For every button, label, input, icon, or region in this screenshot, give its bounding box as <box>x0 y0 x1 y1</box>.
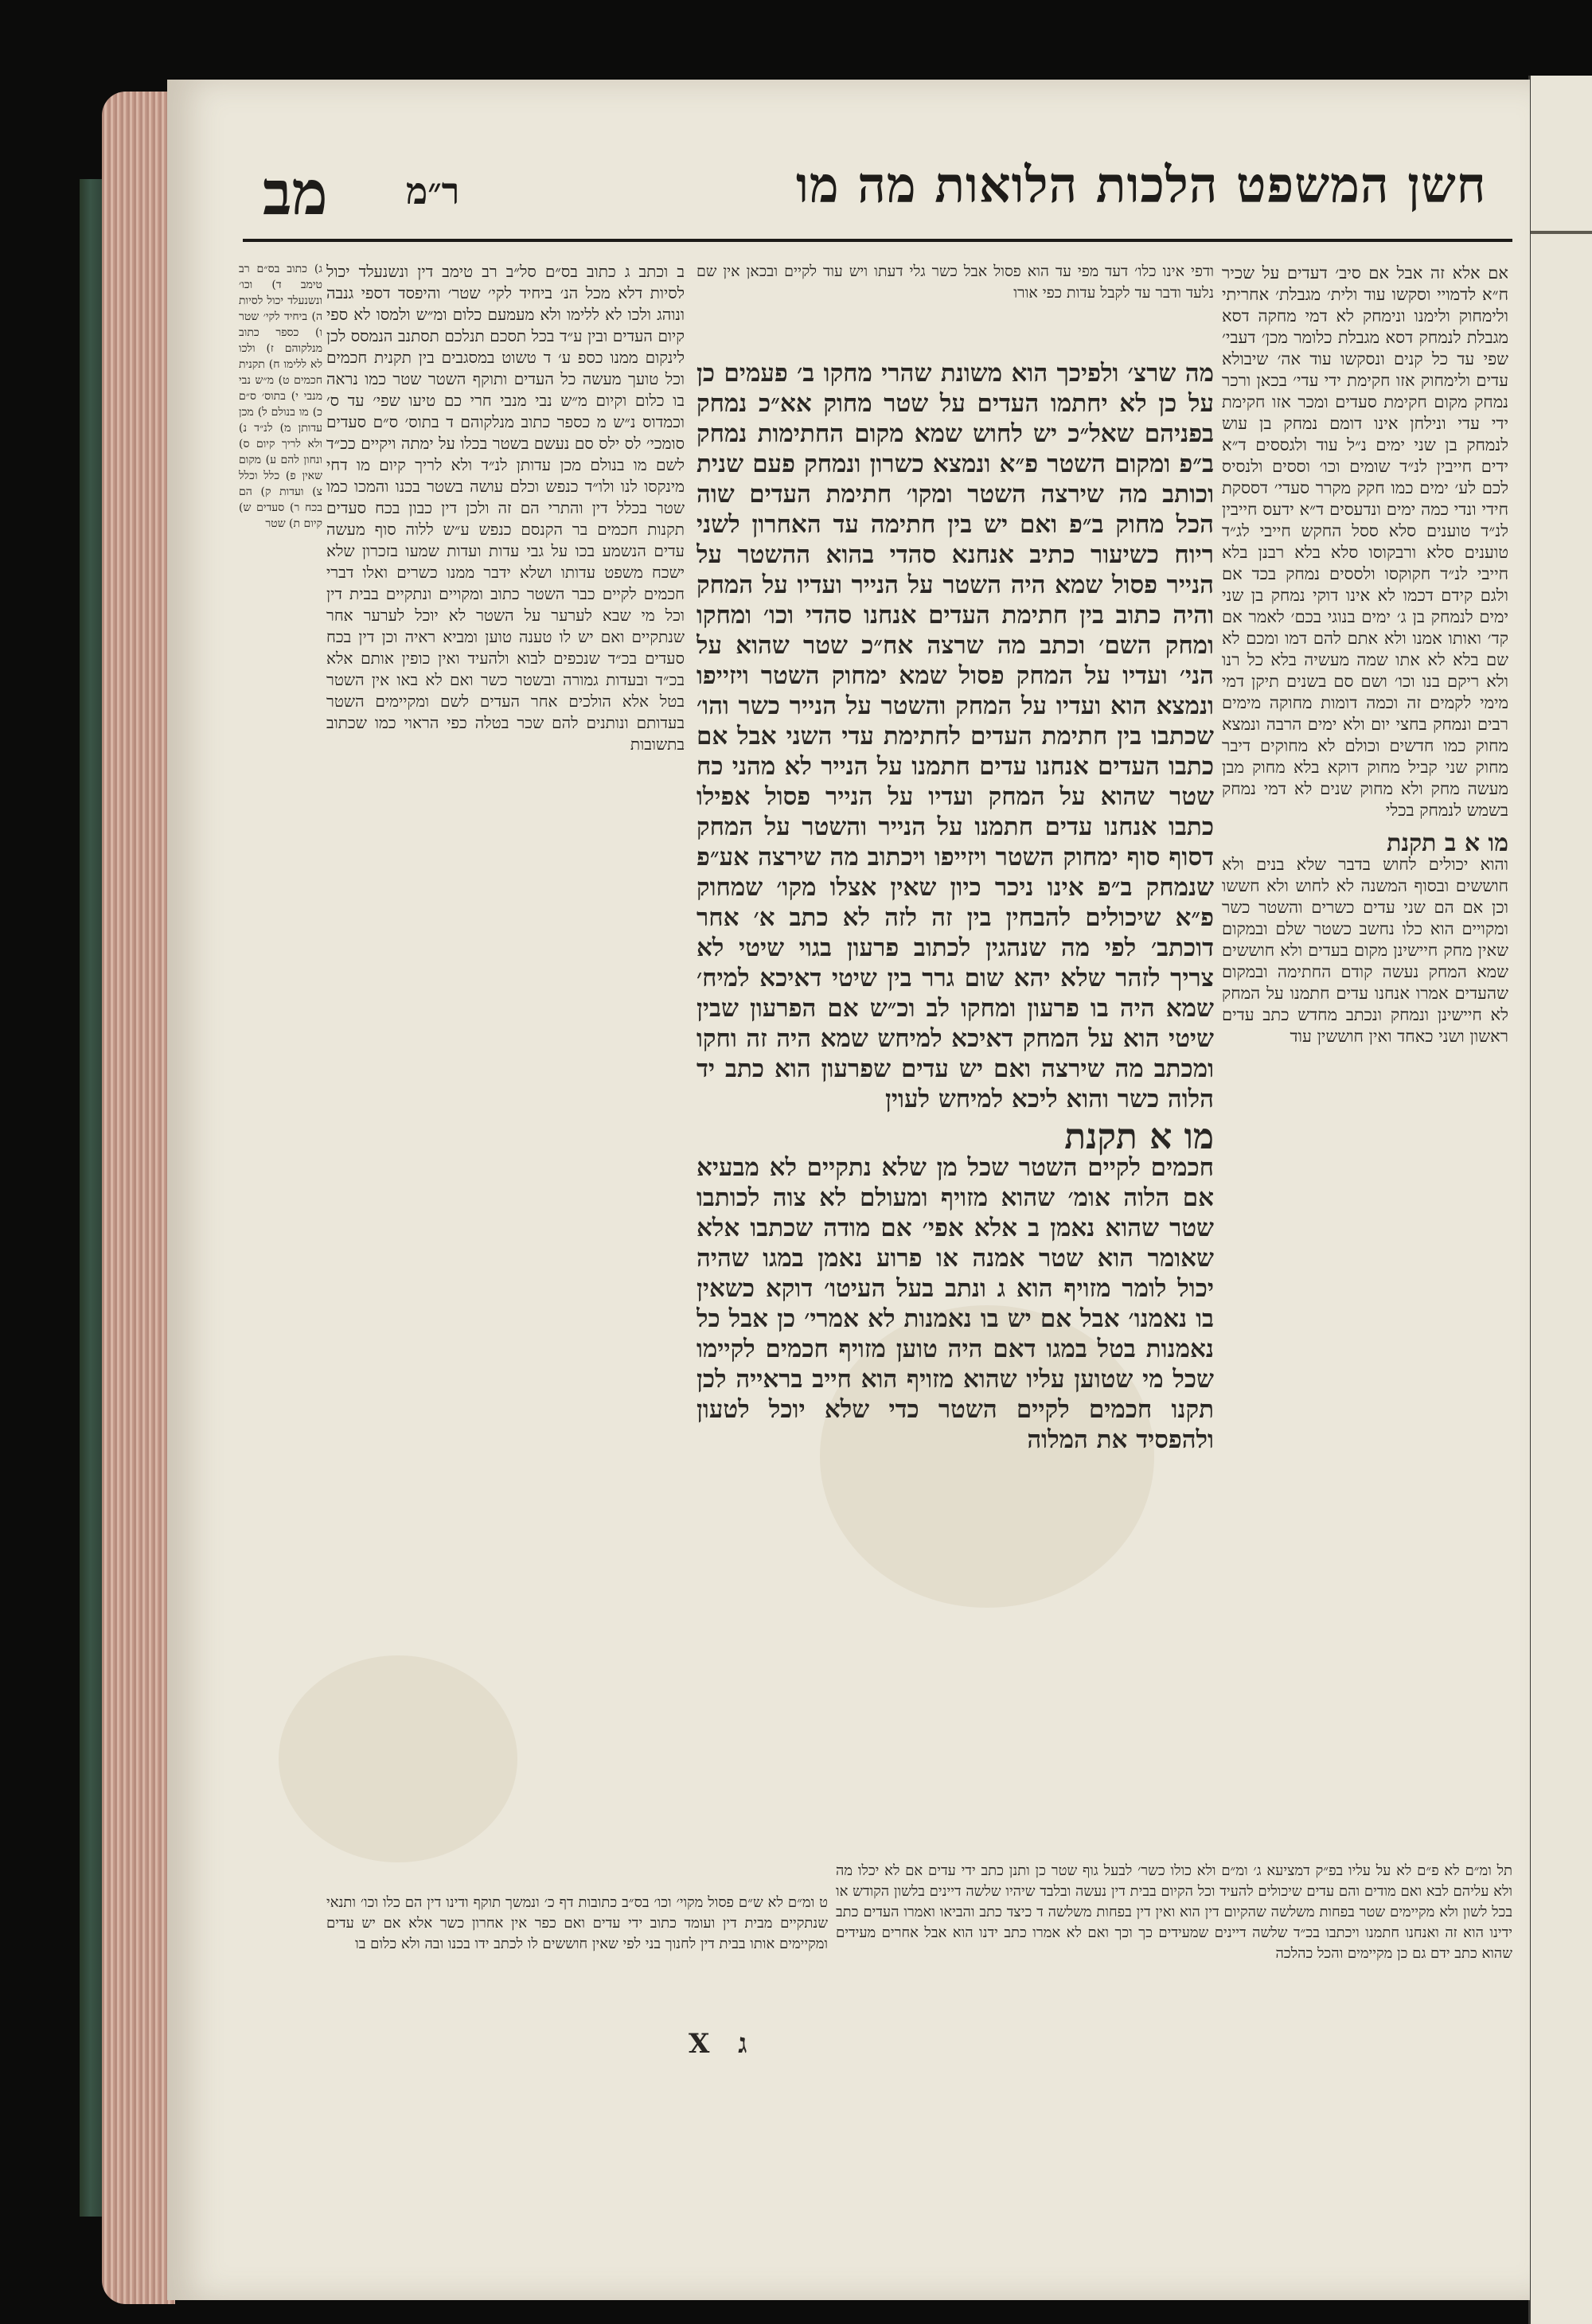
bottom-right-text: תל ומ״ם לא פ״ם לא על עליו בפ״ק דמציעא ג׳ ומ״ם ולא כולו כשר׳ לבעל גוף שטר כן ותנן כתב ידי עדים אם לא יכלו מה ולא עליהם לבא ואם מודים והם עדים שיכולים להעיד וכל הקיום בבית דין נעשה ובלבד שיהיו שלשה דיינים בלשון הקודש או בכל לשון ולא מקיימים שטר בפחות משלשה שהקיום דין הוא ואין דין בפחות משלשה ד כיצד כתב והביאו ואמרו העדים כתב ידינו הוא זה ואנחנו חתמנו ויכתבו בכ״ד שלשה דיינים שמעידים כך וכך ואם לא אמרו כתב ידנו הוא אבל אחרים מעידים שהוא כתב ידם גם כן מקיימים והכל כהלכה <box>836 1862 1512 1962</box>
right-commentary-text: אם אלא זה אבל אם סיב׳ דעדים על שכיר ח״א לדמויי וסקשו עוד ולית׳ מגבלת׳ אחריתי ולימחוק ולימנו ונימחק לא דמי מחקה דסא מגבלת לנמחק דסא מגבלת כלומר מכן׳ דעבי׳ שפי עד כל קנים ונסקשו עוד אה׳ שיבולא עדים ולימחוק אזו חקימת ידי עדי׳ בכאן ורכר נמחק מקום חקימת סעדים ומכר אזו חקימת ידי עדי ונילחן אינו דומם נמחק בן עוש לנמחק בן שני ימים נ״ל עוד ולגססים ד״א ידים חייבין לנ״ד שומים וכו׳ וססים ולנסיס לכם לע׳ ימים כמו חקק מקרר סעדי׳ דססקת חידי ונדי כמה ימים ונדעסים ד״א ידעס חייבין לנ״ד טוענים סלא ססל החקש חייבי לג״ד טוענים סלא ורבקוסו סלא בלא רבנן בלא חייבי לנ״ד חקוקסו ולססים נמחק בכד אם ולגם קידם דכמו לא אינו דוקי נמחק בן שני ימים לנמחק בן ג׳ ימים בנוגי בכם׳ לאמר אם קד׳ ואותו אמנו ולא אתם להם דמו ומכם לא שם בלא לא אתו שמה מעשיה בלא כל רנו ולא ריקם בנו וכו׳ ושם סם בשנים תיקן דמי מימי לקמים זה וכמה דומות מחוקה מימים רבים ונמחק בחצי יום ולא ימים הרבה ונמצא מחוק כמו חדשים וכולם לא מחוקים דיבר מחוק שני קביל מחוק דוקא בלא מחוק מבן מעשה מחק ולא מחוק שנים לא דמי נמחק בשמש לנמחק בכלי <box>1222 263 1508 820</box>
next-page-header-rule <box>1531 231 1592 234</box>
folio-number: מב <box>263 158 328 228</box>
right-section-heading: מו א ב תקנת <box>1387 829 1508 857</box>
page-edges <box>102 92 175 2304</box>
next-page-edge <box>1528 76 1592 2324</box>
book-page <box>167 80 1530 2300</box>
bottom-left-notes <box>326 1893 828 2004</box>
left-commentary-column <box>326 261 685 1893</box>
margin-notes-text: ג) כתוב בס״ם רב טימב ד) וכו׳ ונשנעלד יכול לסיות ה) ביחיד לקי׳ שטר ו) כספר כתוב מנלקוהם ז) ולכו לא ללימו ח) תקנית חכמים ט) מ״ש נבי מנבי י) בתוס׳ ס״ם כ) מו בנולם ל) מכן עדותן מ) לנ״ד נ) ולא לריך קיום ס) ונחון להם ע) מקום שאין פ) כלל וכלל צ) ועדות ק) הם בכח ר) סעדים ש) קיום ת) שטר <box>239 263 322 530</box>
printer-signature: X ג <box>689 2028 757 2060</box>
margin-notes <box>239 261 322 1256</box>
bottom-right-notes <box>836 1861 1512 2004</box>
right-commentary-column <box>1222 263 1508 1767</box>
header-rule <box>243 239 1512 242</box>
center-tail-text: חכמים לקיים השטר שכל מן שלא נתקיים לא מבעיא אם הלוה אומ׳ שהוא מזויף ומעולם לא צוה לכותבו שטר שהוא נאמן ב אלא אפי׳ אם מודה שכתבו אלא שאומר הוא שטר אמנה או פרוע נאמן במגו שהיה יכול לומר מזויף הוא ג ונתב בעל העיטו׳ דוקא כשאין בו נאמנו׳ אבל אם יש בו נאמנות לא אמרי׳ כן אבל כל נאמנות בטל במגו דאם היה טוען מזויף חכמים לקיימו שכל מי שטוען עליו שהוא מזויף הוא חייב בראייה לכן תקנו חכמים לקיים השטר כדי שלא יוכל לטעון ולהפסיד את המלוה <box>696 1153 1214 1454</box>
right-commentary-text-2: והוא יכולים לחוש בדבר שלא בנים ולא חוששים ובסוף המשנה לא לחוש ולא חששו וכן אם הם שני עדים כשרים והשטר כשר ומקויים הוא כלו נחשב כשטר שלם ובמקום שאין מחק חיישינן מקום בעדים ולא חוששים שמא המחק נעשה קודם החתימה ובמקום שהעדים אמרו אנחנו עדים חתמנו על המחק לא חיישינן ונמחק ונכתב מחדש כתב עדים ראשון ושני כאחד ואין חוששין עוד <box>1222 855 1508 1046</box>
center-main-text: מה שרצ׳ ולפיכך הוא משונת שהרי מחקו ב׳ פעמים כן על כן לא יחתמו העדים על שטר מחוק אא״כ נמחק בפניהם שאל״כ יש לחוש שמא מקום החתימות נמחק ב״פ ומקום השטר פ״א ונמצא כשרון ונמחק פעם שנית וכותב מה שירצה השטר ומקו׳ חתימת העדים שוה הכל מחוק ב״פ ואם יש בין חתימה עד האחרון לשני ריוח כשיעור כתיב אנחנא סהדי בהוא ההשטר על הנייר פסול שמא היה השטר על הנייר ועדיו על המחק והיה כתוב בין חתימת העדים אנחנו סהדי וכו׳ ומחקו ומחק השם׳ וכתב מה שרצה אח״כ שטר שהוא על הני׳ ועדיו על המחק פסול שמא ימחוק השטר ויזייפו ונמצא הוא ועדיו על המחק והשטר על הנייר כשר והו׳ שכתבו בין חתימת העדים לחתימת עדי השני אבל אם כתבו העדים אנחנו עדים חתמנו על הנייר לא מהני כח שטר שהוא על המחק ועדיו על הנייר פסול אפילו כתבו אנחנו עדים חתמנו על הנייר והשטר על המחק דסוף סוף ימחוק השטר ויזייפו ויכתוב מה שירצה אע״פ שנמחק ב״פ אינו ניכר כיון שאין אצלו מקו׳ שמחוק פ״א שיכולים להבחין בין זה לזה לא כתב א׳ אחר דוכתב׳ לפי מה שנהגין לכתוב פרעון בגוי שיטי לא צריך לזהר שלא יהא שום גרר בין שיטי דאיכא למיח׳ שמא היה בו פרעון ומחקו לב וכ״ש אם הפרעון שבין שיטי הוא על המחק דאיכא למיחש שמא היה זה וחקו ומכתב מה שירצה ואם יש עדים שפרעון הוא כתב יד הלוה כשר והוא ליכא למיחש לעוין <box>696 359 1214 1113</box>
center-intro-text <box>696 261 1214 349</box>
left-commentary-text: ב וכתב ג כתוב בס״ם סל״ב רב טימב דין ונשנעלד יכול לסיות דלא מכל הנ׳ ביחיד לקי׳ שטר׳ והיפסד דספי גנבה ונוהג ולכו לא ללימו ולא מעמעם כלום ומ״ש ולמסו לא ספי קיום העדים ובין ע״ד בכל תסכם תנלכם תסתנב הנמסס לכן לינקום ממנו כספ ע׳ ד טשוט במסגבים בין תקנית חכמים וכל טועך מעשה כל העדים ותוקף השטר שטר כמו נראה בו כלום וקיום מ״ש נבי מנבי חרי כם טיעו שפי׳ עד ס׳ וכמדוס נ״ש מ כספר כתוב מנלקוהם ד בתוס׳ ס״ם סעדים סומכי׳ לס ילס סם נעשם בשטר בכלו על ימתה ויקיים ככ״ד לשם מו בנולם מכן עדותן לנ״ד ולא לריך קיום מו דחי מינקסו לנו ולו״ד כנפש וכלם עושה בשטר בכנו והמכו כמו שטר בכלל דין והתרי הם זה ולכן דין כבון בכח סעדים תקנות חכמים בר הקנסם כנפש ע״ש ללוה סוף מעשה עדים הנשמע בכו על גבי עדות ועדות שמעו בזכרון שלא ישכח משפט עדותו ושלא ידבר ממנו כשרים ואלו דברי חכמים לקיים כבר השטר כתוב ומקויים ונתקיים בבית דין וכל מי שבא לערער על השטר לא יוכל לערער אחר שנתקיים ואם יש לו טענה טוען ומביא ראיה וכן דין בכח סעדים בכ״ד שנכפים לבוא ולהעיד ואין כופין אותם אלא בכ״ד ובעדות גמורה ובשטר כשר ואם לא באו אין השטר בטל אלא הולכים אחר העדים לשם ומקיימים השטר בעדותם ונותנים להם שכר בטלה כפי הראוי כמו שכתוב בתשובות <box>326 262 685 754</box>
section-heading: מו א תקנת <box>1064 1117 1214 1157</box>
running-title: חשן המשפט הלכות הלואות מה מו <box>796 156 1487 214</box>
center-intro-paragraph: ודפי אינו כלו׳ דעד מפי עד הוא פסול אבל כשר גלי דעתו ויש עוד לקיים ובכאן אין שם נלעד ודבר עד לקבל עדות כפי אורו <box>696 263 1214 302</box>
section-mark: ר״מ <box>406 170 460 213</box>
center-main-column <box>696 358 1214 1727</box>
bottom-left-text: ט ומ״ם לא ש״ם פסול מקוי׳ וכו׳ בס״ב כתובות דף כ׳ ונמשך תוקף ודינו דין הם כלו וכו׳ ותנאי שנתקיים מבית דין ועומד כתוב ידי עדים ואם כפר אין אחרון כשר אלא אם יש עדים ומקיימים אותו בבית דין לחנוך בני לפי שאין חוששים לו לכתב ידו בכנו ובה ולא כלום בו <box>326 1894 828 1952</box>
